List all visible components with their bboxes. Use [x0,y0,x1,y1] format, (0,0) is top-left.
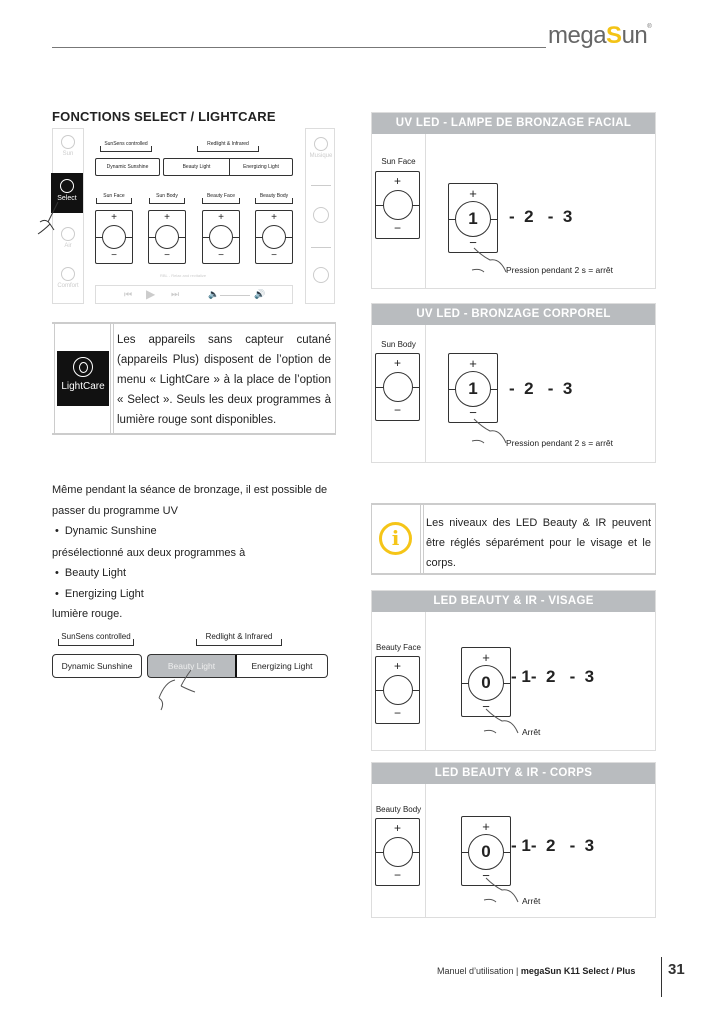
zone-label: Sun Face [381,157,416,166]
card-title: LED BEAUTY & IR - CORPS [372,763,655,784]
sun-face-icon [102,225,126,249]
level-sequence: - 1- 2 - 3 [511,836,595,855]
info-note [371,503,656,575]
lightcare-icon [73,357,93,377]
card-title: UV LED - LAMPE DE BRONZAGE FACIAL [372,113,655,134]
level-value: 1 [455,371,491,407]
lightcare-text: Les appareils sans capteur cutané (appareils Plus) disposent de l’option de menu « LightCare » à la place de l’option « Select ». Seuls les deux programmes à lumière rouge sont disponibles. [117,334,331,426]
off-caption: Arrêt [522,896,541,906]
level-control[interactable]: + 0 − [461,816,511,886]
card-beauty-ir-body [371,762,656,918]
sun-body-icon [155,225,179,249]
next-icon[interactable]: ⏭ [171,289,180,299]
previous-icon[interactable]: ⏮ [124,289,133,299]
hand-pointer-icon [470,417,510,447]
off-caption: Arrêt [522,727,541,737]
program-energizing-light[interactable]: Energizing Light [229,158,293,176]
zone-bracket: Beauty Face [202,198,240,204]
menu-item-select[interactable]: Select [51,173,83,213]
level-value: 1 [455,201,491,237]
hand-pointer-icon [482,876,522,906]
zone-control-beauty-face[interactable]: + − [202,210,240,264]
group-uv-label: SunSens controlled [58,639,134,646]
fine-print: RBL - Relax and revitalize [160,273,207,278]
comfort-icon [61,267,75,281]
zone-bracket: Sun Face [96,198,132,204]
card-beauty-ir-face [371,590,656,751]
level-sequence: - 2 - 3 [509,379,573,398]
zone-label: Sun Body [381,340,416,349]
hand-pointer-icon [470,246,510,276]
header-rule [52,47,546,48]
zone-bracket: Beauty Body [255,198,293,204]
group-red-bracket: Redlight & Infrared [197,146,259,152]
play-icon[interactable]: ▶ [146,287,156,301]
program-beauty-light[interactable]: Beauty Light [163,158,229,176]
megasun-logo: megaSun® [548,22,652,49]
beauty-body-icon [383,837,413,867]
footer-text: Manuel d’utilisation | megaSun K11 Select / Plus [437,966,636,976]
panel-right-menu [305,128,335,304]
stop-icon [313,267,329,283]
program-energizing-light-button[interactable]: Energizing Light [237,654,328,678]
volume-high-icon: 🔊 [254,289,266,299]
section-title: FONCTIONS SELECT / LIGHTCARE [52,109,276,124]
volume-low-icon: 🔈 [208,289,220,299]
sun-face-control[interactable]: + − [375,171,420,239]
level-sequence: - 2 - 3 [509,207,573,226]
level-sequence: - 1- 2 - 3 [511,667,595,686]
beauty-face-control[interactable]: + − [375,656,420,724]
beauty-face-icon [383,675,413,705]
level-value: 0 [468,665,504,701]
level-control[interactable]: + 0 − [461,647,511,717]
lightcare-note [52,322,336,435]
media-bar [95,285,293,304]
level-control[interactable]: + 1 − [448,353,498,423]
info-text: Les niveaux des LED Beauty & IR peuvent être réglés séparément pour le visage et le corps. [426,517,651,569]
beauty-body-icon [262,225,286,249]
menu-item-sun[interactable]: Sun [53,135,83,157]
group-uv-bracket: SunSens controlled [100,146,152,152]
program-dynamic-sunshine-button[interactable]: Dynamic Sunshine [52,654,142,678]
level-control[interactable]: + 1 − [448,183,498,253]
menu-item-stop[interactable] [306,267,336,285]
menu-item-comfort[interactable]: Comfort [53,267,83,289]
music-icon [314,137,328,151]
page-number: 31 [668,961,685,978]
zone-control-sun-face[interactable]: + − [95,210,133,264]
zone-bracket: Sun Body [149,198,185,204]
menu-item-smart[interactable] [306,207,336,225]
menu-item-air[interactable]: Air [53,227,83,249]
body-text: Même pendant la séance de bronzage, il est possible de passer du programme UV • Dynamic Sunshine présélectionné aux deux programmes à • Beauty Light • Energizing Light lumière rouge. [52,480,342,625]
hand-pointer-icon [36,200,76,240]
program-dynamic-sunshine[interactable]: Dynamic Sunshine [95,158,160,176]
zone-control-sun-body[interactable]: + − [148,210,186,264]
select-icon [60,179,74,193]
card-title: LED BEAUTY & IR - VISAGE [372,591,655,612]
sun-face-icon [383,190,413,220]
card-uv-led-body [371,303,656,463]
volume-slider[interactable] [220,295,250,296]
group-red-label: Redlight & Infrared [196,639,282,646]
zone-label: Beauty Face [376,643,421,652]
card-title: UV LED - BRONZAGE CORPOREL [372,304,655,325]
hold-caption: Pression pendant 2 s = arrêt [506,438,614,448]
hand-pointer-icon [155,668,205,713]
zone-control-beauty-body[interactable]: + − [255,210,293,264]
card-uv-led-face [371,112,656,289]
hold-caption: Pression pendant 2 s = arrêt [506,265,614,275]
beauty-body-control[interactable]: + − [375,818,420,886]
zone-label: Beauty Body [375,805,422,814]
footer-divider [661,957,662,997]
info-icon: i [379,522,412,555]
level-value: 0 [468,834,504,870]
beauty-face-icon [209,225,233,249]
sun-body-icon [383,372,413,402]
menu-item-music[interactable]: Musique [306,137,336,159]
smart-icon [313,207,329,223]
lightcare-menu-item: LightCare [57,351,109,406]
hand-pointer-icon [482,707,522,737]
program-beauty-light-button[interactable]: Beauty Light [147,654,237,678]
sun-icon [61,135,75,149]
sun-body-control[interactable]: + − [375,353,420,421]
